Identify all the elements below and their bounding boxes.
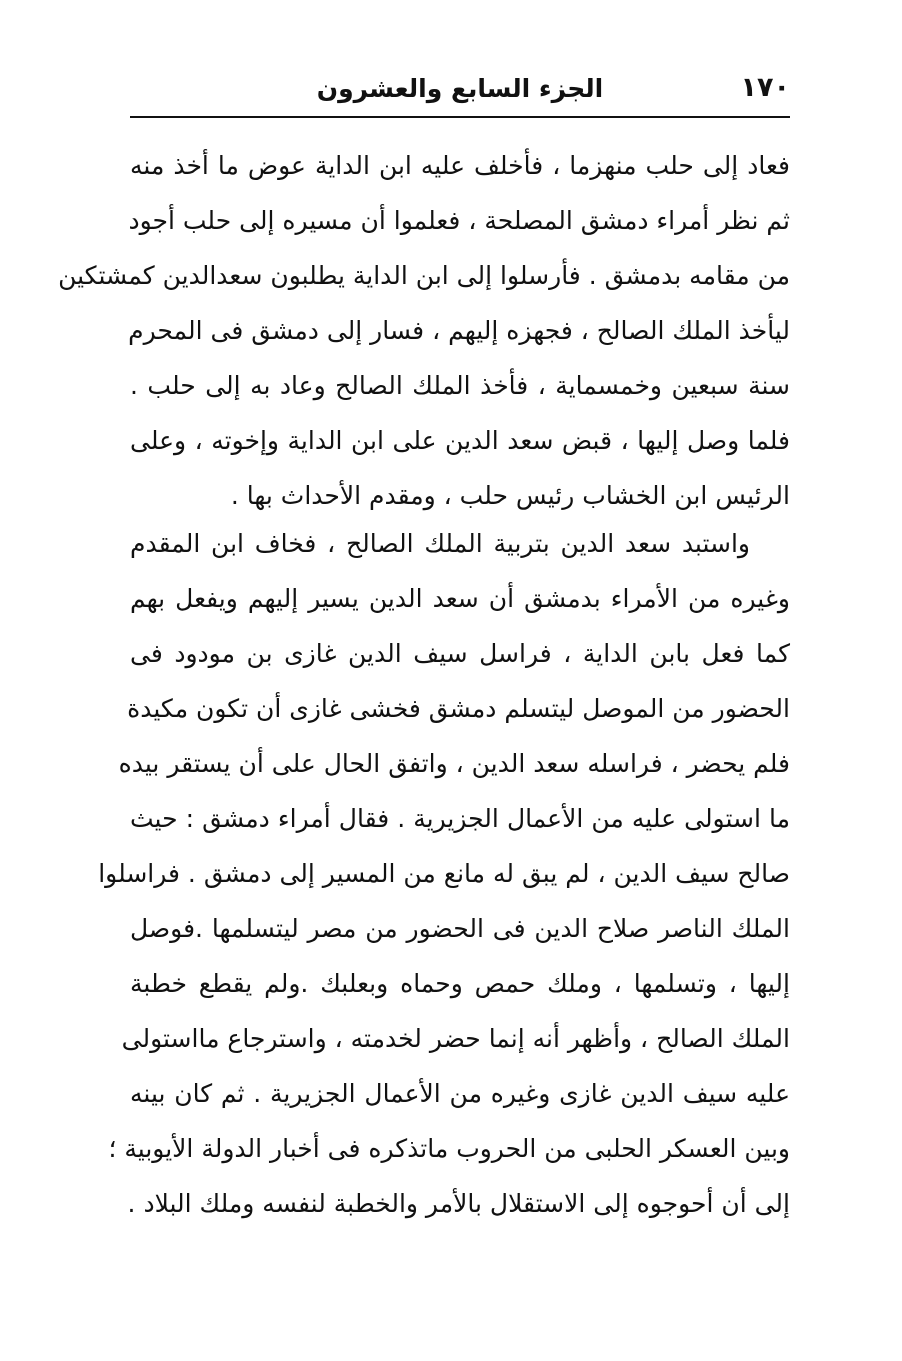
text-line: وغيره من الأمراء بدمشق أن سعد الدين يسير إليهم ويفعل بهم <box>130 584 790 613</box>
text-line: الملك الصالح ، وأظهر أنه إنما حضر لخدمته ، واسترجاع مااستولى <box>121 1024 790 1053</box>
text-line: فلما وصل إليها ، قبض سعد الدين على ابن الداية وإخوته ، وعلى <box>130 426 790 455</box>
text-line: الحضور من الموصل ليتسلم دمشق فخشى غازى أن تكون مكيدة <box>127 694 790 723</box>
text-line: من مقامه بدمشق . فأرسلوا إلى ابن الداية يطلبون سعدالدين كمشتكين <box>58 261 790 290</box>
header-divider <box>130 116 790 118</box>
text-line: واستبد سعد الدين بتربية الملك الصالح ، فخاف ابن المقدم <box>130 529 750 558</box>
text-line: سنة سبعين وخمسماية ، فأخذ الملك الصالح وعاد به إلى حلب . <box>130 371 790 400</box>
text-line: فلم يحضر ، فراسله سعد الدين ، واتفق الحال على أن يستقر بيده <box>118 749 790 778</box>
paragraph-2 <box>98 516 790 1231</box>
running-head <box>130 68 790 116</box>
text-line: الرئيس ابن الخشاب رئيس حلب ، ومقدم الأحداث بها . <box>230 481 790 510</box>
text-line: عليه سيف الدين غازى وغيره من الأعمال الجزيرية . ثم كان بينه <box>130 1079 790 1108</box>
text-line: ليأخذ الملك الصالح ، فجهزه إليهم ، فسار إلى دمشق فى المحرم <box>128 316 790 345</box>
text-line: وبين العسكر الحلبى من الحروب ماتذكره فى أخبار الدولة الأيوبية ؛ <box>108 1134 790 1163</box>
paragraph-1 <box>58 138 790 523</box>
text-line: فعاد إلى حلب منهزما ، فأخلف عليه ابن الداية عوض ما أخذ منه <box>130 151 790 180</box>
page-number: ١٧٠ <box>740 72 790 103</box>
text-line: ما استولى عليه من الأعمال الجزيرية . فقال أمراء دمشق : حيث <box>130 804 790 833</box>
text-line: الملك الناصر صلاح الدين فى الحضور من مصر ليتسلمها .فوصل <box>130 914 790 943</box>
text-line: صالح سيف الدين ، لم يبق له مانع من المسير إلى دمشق . فراسلوا <box>98 859 790 888</box>
book-part-title: الجزء السابع والعشرون <box>316 74 604 103</box>
text-line: ثم نظر أمراء دمشق المصلحة ، فعلموا أن مسيره إلى حلب أجود <box>128 206 790 235</box>
text-line: إلى أن أحوجوه إلى الاستقلال بالأمر والخطبة لنفسه وملك البلاد . <box>127 1189 790 1218</box>
text-line: إليها ، وتسلمها ، وملك حمص وحماه وبعلبك .ولم يقطع خطبة <box>130 969 790 998</box>
text-line: كما فعل بابن الداية ، فراسل سيف الدين غازى بن مودود فى <box>130 639 790 668</box>
